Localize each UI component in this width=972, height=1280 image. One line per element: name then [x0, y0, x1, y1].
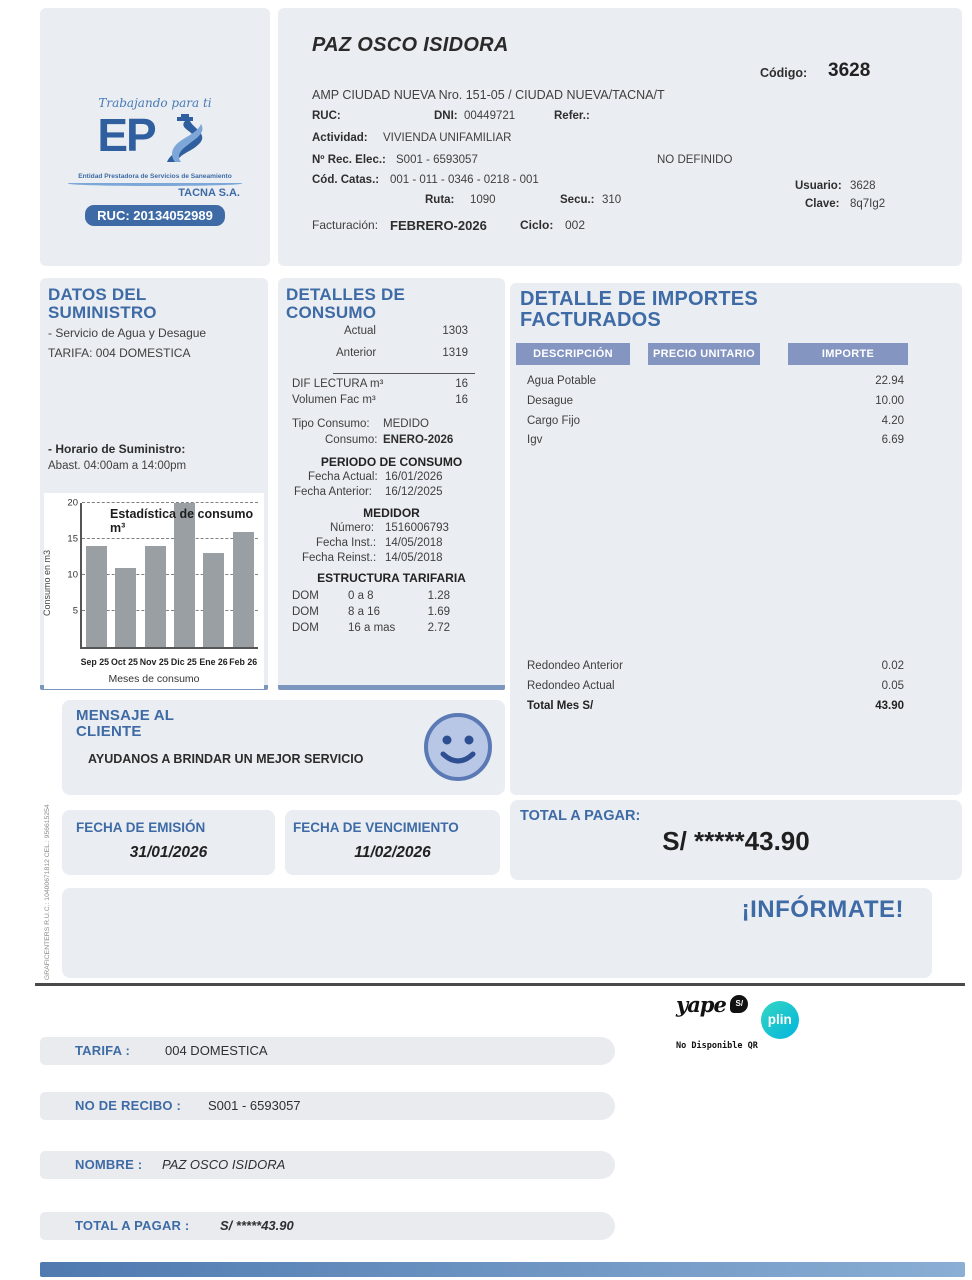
importes-panel	[510, 283, 962, 795]
logo-swoosh	[68, 181, 242, 186]
fecha-actual-value: 16/01/2026	[385, 471, 443, 483]
row-desc: Desague	[527, 395, 574, 407]
refer-label: Refer.:	[554, 110, 590, 122]
redondeo-row	[510, 680, 962, 700]
secu-label: Secu.:	[560, 194, 595, 206]
actividad-label: Actividad:	[312, 132, 368, 144]
rec-elec-value: S001 - 6593057	[396, 154, 478, 166]
consumo-title: DETALLES DE CONSUMO	[286, 285, 406, 322]
vol-value: 16	[455, 394, 468, 406]
stub-row-recibo	[40, 1092, 615, 1120]
stub-row-nombre	[40, 1151, 615, 1179]
stub-row-total	[40, 1212, 615, 1240]
importe-row	[510, 375, 962, 395]
consumo-panel	[278, 278, 505, 690]
fecha-anterior-value: 16/12/2025	[385, 486, 443, 498]
vencimiento-panel	[285, 810, 500, 875]
row-amount: 0.02	[881, 660, 904, 672]
emision-date: 31/01/2026	[129, 844, 208, 861]
chart-x-axis-label: Meses de consumo	[108, 673, 200, 685]
clave-value: 8q7Ig2	[850, 198, 886, 210]
inst-value: 14/05/2018	[385, 537, 443, 549]
estructura-price: 1.28	[427, 590, 450, 602]
periodo-title: PERIODO DE CONSUMO	[320, 455, 463, 469]
estructura-title: ESTRUCTURA TARIFARIA	[317, 571, 466, 585]
logo-company: TACNA S.A.	[178, 187, 240, 199]
yape-badge-icon: S/	[730, 995, 748, 1013]
actual-value: 1303	[442, 325, 468, 337]
anterior-label: Anterior	[336, 347, 377, 359]
suministro-tarifa: TARIFA: 004 DOMESTICA	[48, 346, 191, 360]
customer-name: PAZ OSCO ISIDORA	[312, 34, 509, 56]
vol-label: Volumen Fac m³	[292, 394, 376, 406]
stub-value: S/ *****43.90	[220, 1218, 294, 1233]
facturacion-value: FEBRERO-2026	[390, 218, 487, 233]
printer-credit-text: GRAFICENTERS R.U.C.: 10400671812 CEL.: 956615254	[44, 804, 51, 980]
total-pagar-value: S/ *****43.90	[662, 826, 810, 856]
cod-catas-value: 001 - 011 - 0346 - 0218 - 001	[390, 174, 539, 186]
actual-label: Actual	[344, 325, 376, 337]
stub-row-tarifa	[40, 1037, 615, 1065]
importe-row	[510, 395, 962, 415]
eps-swirl-icon	[157, 112, 213, 173]
chart-plot: 5 10 15 20 Estadística de consumo m³	[80, 503, 258, 649]
row-desc: Redondeo Actual	[527, 680, 615, 692]
smiley-icon	[423, 712, 493, 787]
emision-label: FECHA DE EMISIÓN	[76, 820, 206, 835]
actividad-value: VIVIENDA UNIFAMILIAR	[383, 132, 512, 144]
horario-value: Abast. 04:00am a 14:00pm	[48, 460, 187, 472]
dif-label: DIF LECTURA m³	[292, 378, 384, 390]
row-amount: 6.69	[881, 434, 904, 446]
reinst-label: Fecha Reinst.:	[302, 552, 377, 564]
row-desc: Agua Potable	[527, 375, 597, 387]
row-amount: 0.05	[881, 680, 904, 692]
ciclo-label: Ciclo:	[520, 218, 554, 232]
logo-tagline: Entidad Prestadora de Servicios de Saneamiento	[78, 173, 232, 180]
row-amount: 4.20	[881, 415, 904, 427]
bottom-blue-bar	[40, 1262, 965, 1277]
qr-note: No Disponible QR	[676, 1041, 758, 1051]
rec-elec-label: Nº Rec. Elec.:	[312, 154, 386, 166]
vencimiento-date: 11/02/2026	[354, 844, 431, 861]
row-desc: Redondeo Anterior	[527, 660, 623, 672]
suministro-title: DATOS DEL SUMINISTRO	[48, 285, 157, 322]
numero-value: 1516006793	[385, 522, 449, 534]
row-amount: 22.94	[875, 375, 904, 387]
total-pagar-panel	[510, 800, 962, 880]
suministro-service: - Servicio de Agua y Desague	[48, 326, 207, 340]
mensaje-body: AYUDANOS A BRINDAR UN MEJOR SERVICIO	[88, 752, 364, 766]
stub-value: PAZ OSCO ISIDORA	[162, 1157, 286, 1172]
tipo-label: Tipo Consumo:	[292, 418, 370, 430]
estructura-price: 2.72	[427, 622, 450, 634]
secu-value: 310	[602, 194, 622, 206]
inst-label: Fecha Inst.:	[316, 537, 377, 549]
no-definido: NO DEFINIDO	[657, 154, 733, 166]
estructura-cat: DOM	[292, 622, 319, 634]
estructura-range: 8 a 16	[348, 606, 380, 618]
anterior-value: 1319	[442, 347, 468, 359]
eps-logo-text: EP	[97, 109, 155, 161]
dif-value: 16	[455, 378, 468, 390]
stub-value: S001 - 6593057	[208, 1098, 301, 1113]
fecha-actual-label: Fecha Actual:	[308, 471, 378, 483]
col-descripcion: DESCRIPCIÓN	[516, 343, 630, 365]
stub-label: NO DE RECIBO :	[75, 1098, 182, 1113]
horario-label: - Horario de Suministro:	[48, 442, 186, 456]
suministro-panel	[40, 278, 268, 690]
dni-value: 00449721	[464, 110, 516, 122]
stub-label: TOTAL A PAGAR :	[75, 1218, 190, 1233]
cod-catas-label: Cód. Catas.:	[312, 174, 380, 186]
total-mes-value: 43.90	[875, 700, 904, 712]
chart-xticks: Sep 25 Oct 25 Nov 25 Dic 25 Ene 26 Feb 26	[80, 657, 258, 667]
consumption-chart	[44, 493, 264, 689]
row-amount: 10.00	[875, 395, 904, 407]
vencimiento-label: FECHA DE VENCIMIENTO	[293, 820, 459, 835]
payment-logos	[676, 992, 826, 1051]
ruc-label: RUC:	[312, 110, 341, 122]
ruta-value: 1090	[470, 194, 496, 206]
row-desc: Igv	[527, 434, 543, 446]
consumo-mes-label: Consumo:	[325, 434, 378, 446]
codigo-label: Código:	[760, 66, 808, 80]
medidor-title: MEDIDOR	[363, 506, 420, 520]
emision-panel	[62, 810, 275, 875]
redondeo-row	[510, 660, 962, 680]
total-mes-label: Total Mes S/	[527, 700, 594, 712]
informate-text: ¡INFÓRMATE!	[741, 896, 904, 923]
total-pagar-label: TOTAL A PAGAR:	[520, 808, 641, 824]
usuario-label: Usuario:	[795, 180, 842, 192]
numero-label: Número:	[330, 522, 375, 534]
estructura-cat: DOM	[292, 590, 319, 602]
importe-row	[510, 415, 962, 435]
mensaje-panel	[62, 700, 505, 795]
customer-address: AMP CIUDAD NUEVA Nro. 151-05 / CIUDAD NUEVA/TACNA/T	[312, 88, 665, 102]
stub-label: NOMBRE :	[75, 1157, 143, 1172]
tipo-value: MEDIDO	[383, 418, 429, 430]
logo-slogan: Trabajando para ti	[98, 96, 212, 110]
facturacion-label: Facturación:	[312, 218, 379, 232]
dni-label: DNI:	[434, 110, 458, 122]
chart-y-axis-label: Consumo en m3	[42, 549, 52, 617]
stub-label: TARIFA :	[75, 1043, 131, 1058]
ciclo-value: 002	[565, 218, 586, 232]
col-precio-unitario: PRECIO UNITARIO	[648, 343, 760, 365]
plin-logo: plin	[761, 1001, 799, 1039]
row-desc: Cargo Fijo	[527, 415, 581, 427]
ruta-label: Ruta:	[425, 194, 455, 206]
mensaje-title: MENSAJE AL CLIENTE	[76, 707, 174, 740]
estructura-range: 0 a 8	[348, 590, 374, 602]
col-importe: IMPORTE	[788, 343, 908, 365]
clave-label: Clave:	[805, 198, 840, 210]
estructura-price: 1.69	[427, 606, 450, 618]
chart-title: Estadística de consumo m³	[110, 507, 254, 535]
codigo-value: 3628	[828, 60, 871, 81]
estructura-cat: DOM	[292, 606, 319, 618]
informate-panel	[62, 888, 932, 978]
customer-header-panel	[278, 8, 962, 266]
stub-value: 004 DOMESTICA	[165, 1043, 268, 1058]
logo-panel	[40, 8, 270, 266]
importes-title: DETALLE DE IMPORTES FACTURADOS	[520, 288, 758, 331]
estructura-range: 16 a mas	[348, 622, 396, 634]
importe-row	[510, 434, 962, 454]
company-ruc-chip: RUC: 20134052989	[85, 205, 225, 226]
fecha-anterior-label: Fecha Anterior:	[294, 486, 372, 498]
consumo-mes-value: ENERO-2026	[383, 434, 454, 446]
yape-logo: yape	[676, 992, 726, 1017]
reinst-value: 14/05/2018	[385, 552, 443, 564]
tear-line	[35, 983, 965, 986]
total-mes-row	[510, 700, 962, 720]
consumo-divider	[333, 373, 475, 374]
usuario-value: 3628	[850, 180, 876, 192]
